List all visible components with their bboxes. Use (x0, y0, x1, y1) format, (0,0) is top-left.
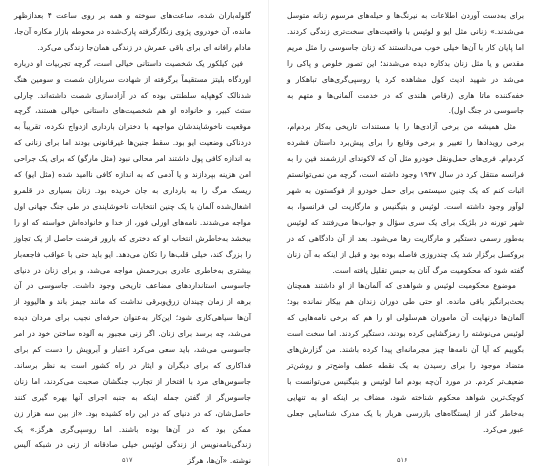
right-paragraph-2: مثل همیشه من برخی آزادی‌ها را با مستندات تاریخی به‌کار بردم‌ام، برخی رویدادها را تغییر و برخی وقایع را برای پیش‌برد داستان فشرده کردم‌ام. فری‌های حمل‌ونقل خودرو مثل آن که لاکوندای ارزشمند فین را به فرانسه منتقل کرد در سال ۱۹۴۷ وجود داشته است، گرچه من نمی‌توانستم اثبات کنم که یک چنین سیستمی برای حمل خودرو از فوکستون به شهر لوآور وجود داشته است. لوئیس و بتیگنیس و مارگاریت لی فرانسوا، به شهر تورنه در بلژیک برای یک سری سؤال و جواب‌ها می‌رفتند که لوئیس به‌طور رسمی دستگیر و مارگاریت رها می‌شود. بعد از آن دادگاهی که در بروکسل برگزار شد یک چندروزی فاصله بوده بود و قبل از اینکه به آن زنان گفته شود که محکومیت مرگ آنان به حبس تقلیل یافته است. (287, 122, 524, 275)
left-paragraph-2: فین کیلکور یک شخصیت داستانی خیالی است، گرچه تجربیات او درباره اوردگاه بلیتز مستقیماً برگرفته از شهادت سربازان شصت و سومین هنگ شدنالک کوهپایه سلطنتی بوده که در آزادسازی شصت داشته‌اند. چارلی ستث کبیر، و خانواده او هم شخصیت‌های داستانی خیالی هستند، گرچه موقعیت ناخوشایندشان مواجهه با دختران بارداری ازدواج نکرده، تقریباً به دردناکی وضعیت ایو بود. سقط جنین‌ها غیرقانونی بودند اما برای زنانی که به اندازه کافی پول داشتند امر محالی نبود (مثل مارگو) که برای یک جراحی امن هزینه بپردازند و یا آدمی که به اندازه کافی ناامید شده (مثل ایو) که ریسک مرگ را به بارداری به جان خریده بود. زنان بسیاری در قلمرو اشغال‌شده آلمان با یک چنین انتخابات ناخوشایندی در طی جنگ جهانی اول مواجه می‌شدند. نامه‌های اورلی فور، از خدا و خانواده‌اش خواسته که او را ببخشد به‌خاطرش انتخاب او که دختری که بارور قرضت حاصل از یک تجاوز را بزرگ کند، خیلی قلب‌ها را تکان می‌دهد. ایو باید حتی با عواقب فاجعه‌بار بیشتری به‌خاطری عادری بی‌رحمش مواجه می‌شد، و برای زنان در دنیای جاسوسی استانداردهای مضاعف تاریخی وجود داشت. جاسوسی در آن برهه از زمان چیندان زرق‌وبرقی نداشت که مانند جیمز باند و هالیوود از آن‌ها سیاهی‌کاری شود؛ این‌کار به‌عنوان حرفه‌ای نجیب برای مردان دیده می‌شد، چه برسد برای زنان. اگر زنی مجبور به آلوده ساختن خود در امر جاسوسی می‌شد، باید سعی می‌کرد اعتبار و آبرویش را دست کم برای فداکاری که برای دیگران و ایثار در راه کشور است به نظر برساند. جاسوس‌های مرد با افتخار از تجارب جنگشان صحبت می‌کردند، اما زنان جاسوس‌گر از گفتن جمله اینکه به جنبه اجرای آنها بهره گیری کنند حاصل‌شان، که در دنیای که در این راه کشیده بود. «از بین سه هزار زن ممکن بود که در آن‌ها بوده باشند. اما روسپی‌گری هرگز.» یک زندگی‌نامه‌نویس از زندگی لوئیس خیلی صادقانه از زنی در شبکه آلیس نوشته. «آن‌ها، هرگز (14, 58, 251, 466)
right-paragraph-1: برای به‌دست آوردن اطلاعات به نیرنگ‌ها و حیله‌های مرسوم زنانه متوسل می‌شدند.» زنانی مثل ایو و لوئیس با واقعیت‌های سخت‌تری زندگی کردند. اما پایان کار با آن‌ها خیلی خوب می‌دانستند که زنان جاسوسی را مثل مریم مقدس و یا مثل زنان بدکاره دیده می‌شدند؛ این تصور خلوص و پاکی را می‌شد در شهید ادیث کول مشاهده کرد یا روسپی‌گری‌های تباهکار و خفه‌کننده ماتا هاری (رقاص هلندی که در خدمت آلمانی‌ها و متهم به جاسوسی در جنگ اول). (287, 11, 524, 116)
right-page-number: ۵۱۶ (397, 456, 408, 464)
left-page-body (14, 8, 251, 466)
left-page-number: ۵۱۷ (122, 456, 133, 464)
left-paragraph-1: گلوله‌باران شده، ساعت‌های سوخته و همه بر روی ساعت ۴ بعدازظهر مانده، آن خودروی پژوی زنگارگرفته پارک‌شده در محوطه بازار مکاره آن‌جا، مادام رافانه‌ ای برای باقی عمرش در زندگی همان‌جا زندگی می‌کرد. (14, 11, 252, 52)
right-page-body (287, 8, 524, 437)
right-paragraph-3: موضوع محکومیت لوئیس و شواهدی که آلمان‌ها از او داشتند همچنان بحث‌برانگیز باقی مانده. او حتی طی دوران زندان هم بیکار نمانده بود؛ آلمان‌ها درنهایت آن ماموران هم‌سلولی او را هم که برخی نامه‌هایی که لوئیس می‌نوشته را رمزگشایی کرده بودند، دستگیر کردند. اما سخت است بگوییم که آیا آن نامه‌ها چیز مجرمانه‌ای پیدا کرده باشند. من گزارش‌های متضاد موجود را برای رسیدن به یک نقطه عطف واضح‌تر و روشن‌تر ضعیف‌تر کردم. در مورد آن‌چه بودم اما لوئیس و بتیگنیس می‌توانست با کوچک‌ترین شواهد محکوم شناخته شود، مضاف بر اینکه او به تنهایی به‌خاطر گذر از ایستگاه‌های بازرسی هربار با یک مدرک شناسایی جعلی عبور می‌کرد. (287, 281, 524, 434)
right-page (269, 0, 538, 466)
